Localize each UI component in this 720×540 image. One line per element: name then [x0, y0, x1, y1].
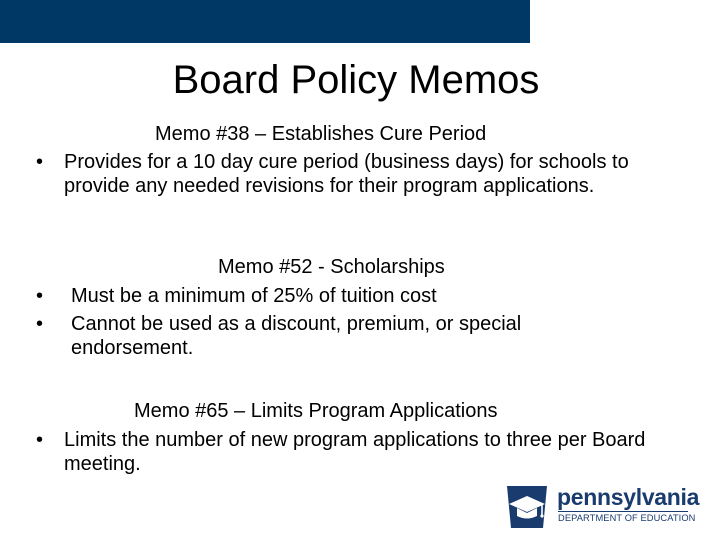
memo-52-heading: Memo #52 - Scholarships: [218, 256, 445, 278]
keystone-graduation-cap-icon: [503, 484, 551, 530]
memo-52-bullet-2: Cannot be used as a discount, premium, or special endorsement.: [71, 313, 522, 359]
pennsylvania-education-logo: [503, 484, 700, 530]
logo-department: DEPARTMENT OF EDUCATION: [558, 513, 696, 523]
slide-title: Board Policy Memos: [172, 58, 540, 102]
memo-38-bullet-1: Provides for a 10 day cure period (business days) for schools to provide any needed revisions for their program applications.: [64, 151, 629, 197]
bullet-marker: •: [36, 429, 44, 451]
logo-wordmark: pennsylvania: [557, 484, 700, 510]
bullet-marker: •: [36, 151, 44, 173]
memo-65-bullet-1: Limits the number of new program applications to three per Board meeting.: [64, 429, 646, 475]
bullet-marker: •: [36, 285, 44, 307]
bullet-marker: •: [36, 313, 44, 335]
memo-65-heading: Memo #65 – Limits Program Applications: [134, 400, 498, 422]
memo-38-heading: Memo #38 – Establishes Cure Period: [155, 123, 487, 145]
logo-divider: [558, 511, 688, 512]
top-banner-bar: [0, 0, 530, 43]
memo-52-bullet-1: Must be a minimum of 25% of tuition cost: [71, 285, 437, 307]
